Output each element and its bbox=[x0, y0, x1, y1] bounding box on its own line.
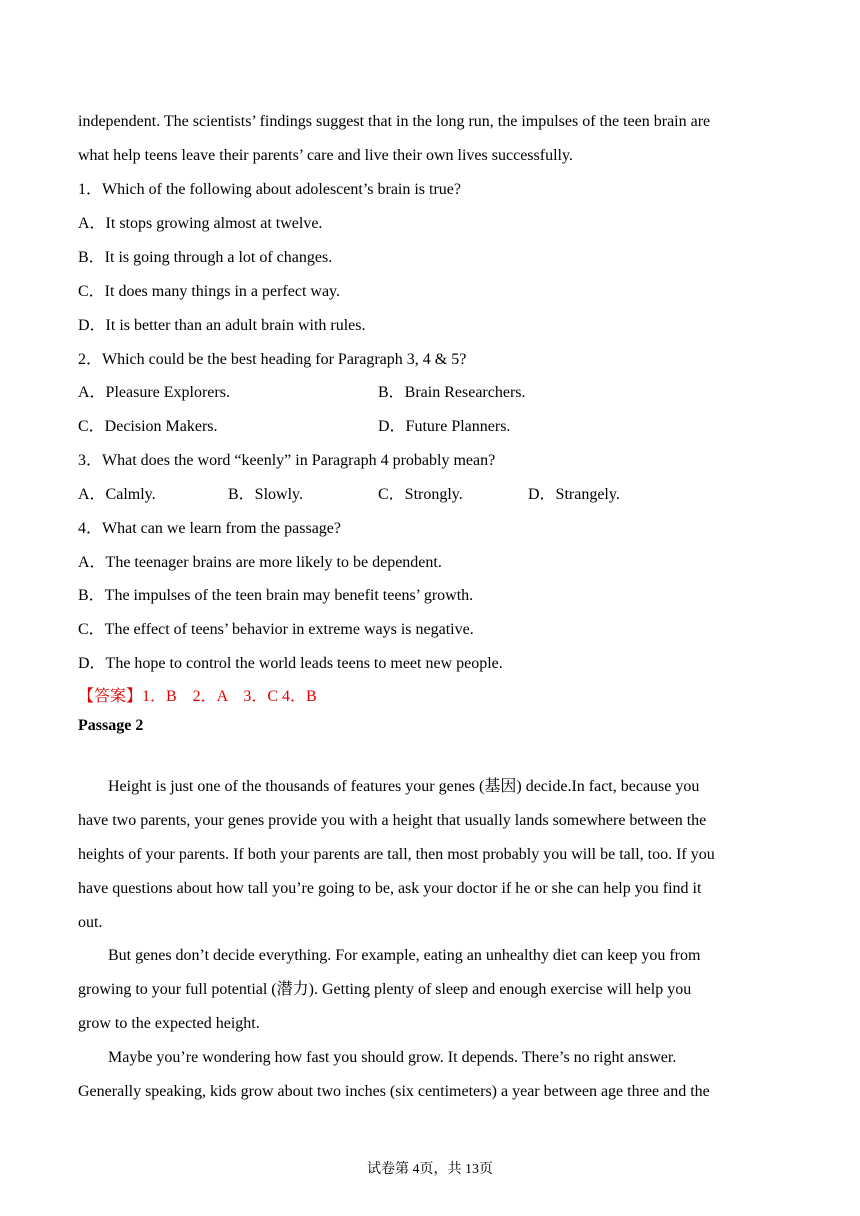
passage-2-heading: Passage 2 bbox=[78, 717, 144, 734]
question-2-option-b: B．Brain Researchers. bbox=[378, 384, 526, 401]
passage-2-line: Height is just one of the thousands of features your genes (基因) decide.In fact, because you bbox=[108, 778, 700, 795]
question-4-option-d: D．The hope to control the world leads teens to meet new people. bbox=[78, 655, 503, 672]
passage-2-line: Maybe you’re wondering how fast you should grow. It depends. There’s no right answer. bbox=[108, 1049, 677, 1066]
question-2-option-c: C．Decision Makers. bbox=[78, 418, 218, 435]
question-3-option-b: B．Slowly. bbox=[228, 486, 303, 503]
question-4-option-c: C．The effect of teens’ behavior in extreme ways is negative. bbox=[78, 621, 474, 638]
question-3-option-c: C．Strongly. bbox=[378, 486, 463, 503]
answer-key: 【答案】1．B 2．A 3．C 4．B bbox=[78, 688, 317, 705]
question-4-option-b: B．The impulses of the teen brain may benefit teens’ growth. bbox=[78, 587, 474, 604]
question-3-option-a: A．Calmly. bbox=[78, 486, 156, 503]
question-1-option-d: D．It is better than an adult brain with rules. bbox=[78, 317, 366, 334]
question-1-option-b: B．It is going through a lot of changes. bbox=[78, 249, 333, 266]
passage1-line: independent. The scientists’ findings suggest that in the long run, the impulses of the teen brain are bbox=[78, 113, 711, 130]
passage-2-line: growing to your full potential (潜力). Getting plenty of sleep and enough exercise will help you bbox=[78, 981, 692, 998]
passage-2-line: heights of your parents. If both your parents are tall, then most probably you will be tall, too. If you bbox=[78, 846, 715, 863]
passage-2-line: Generally speaking, kids grow about two inches (six centimeters) a year between age three and the bbox=[78, 1083, 710, 1100]
question-4-stem: 4．What can we learn from the passage? bbox=[78, 520, 341, 537]
passage1-line: what help teens leave their parents’ care and live their own lives successfully. bbox=[78, 147, 573, 164]
question-2-option-a: A．Pleasure Explorers. bbox=[78, 384, 230, 401]
question-3-option-d: D．Strangely. bbox=[528, 486, 620, 503]
question-2-option-d: D．Future Planners. bbox=[378, 418, 511, 435]
question-1-option-c: C．It does many things in a perfect way. bbox=[78, 283, 341, 300]
passage-2-line: But genes don’t decide everything. For example, eating an unhealthy diet can keep you from bbox=[108, 947, 701, 964]
passage-2-line: have questions about how tall you’re going to be, ask your doctor if he or she can help you find it bbox=[78, 880, 702, 897]
question-1-stem: 1．Which of the following about adolescent’s brain is true? bbox=[78, 181, 462, 198]
question-2-stem: 2．Which could be the best heading for Paragraph 3, 4 & 5? bbox=[78, 351, 467, 368]
passage-2-line: grow to the expected height. bbox=[78, 1015, 260, 1032]
question-3-stem: 3．What does the word “keenly” in Paragraph 4 probably mean? bbox=[78, 452, 496, 469]
question-1-option-a: A．It stops growing almost at twelve. bbox=[78, 215, 323, 232]
passage-2-line: have two parents, your genes provide you with a height that usually lands somewhere between the bbox=[78, 812, 707, 829]
passage-2-line: out. bbox=[78, 914, 103, 931]
question-4-option-a: A．The teenager brains are more likely to be dependent. bbox=[78, 554, 442, 571]
page-footer: 试卷第 4页，共 13页 bbox=[367, 1162, 493, 1177]
